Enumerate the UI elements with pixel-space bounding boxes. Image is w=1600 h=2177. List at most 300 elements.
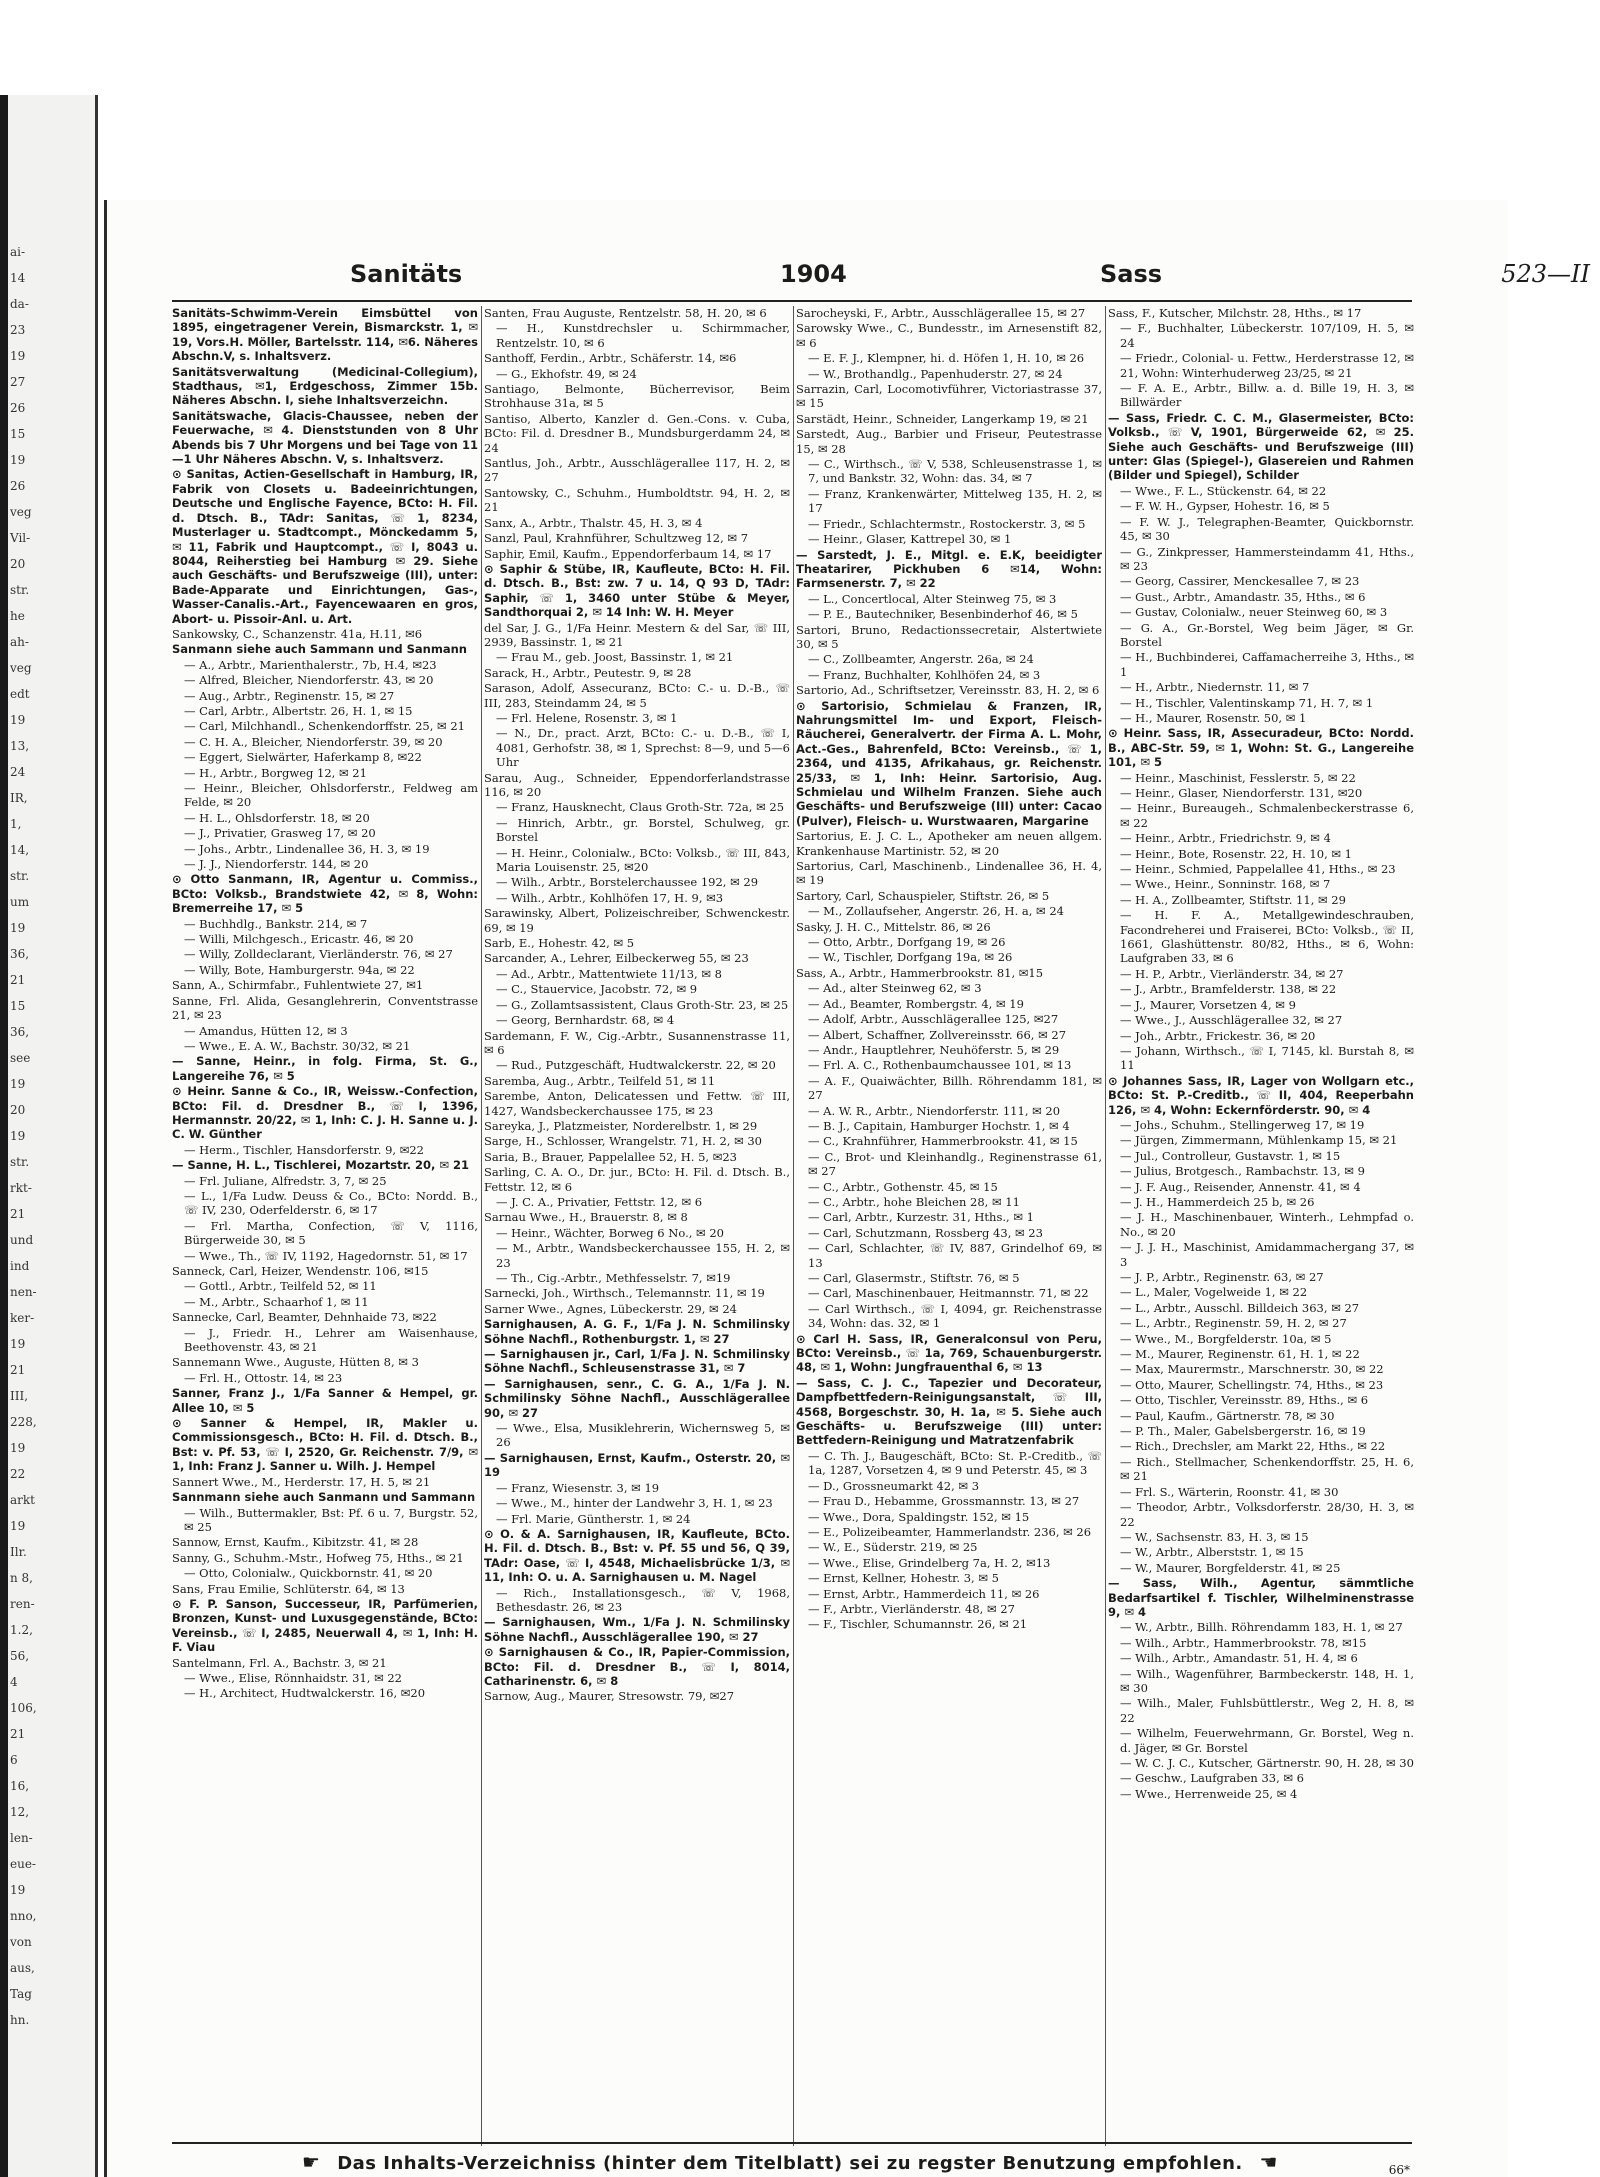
entry-text: — Wwe., Dora, Spaldingstr. 152, ✉ 15 (808, 1509, 1030, 1524)
directory-entry (1108, 1362, 1414, 1376)
directory-entry (1108, 711, 1414, 725)
directory-entry (172, 1475, 478, 1489)
entry-text: — Albert, Schaffner, Zollvereinsstr. 66, ✉ 27 (808, 1027, 1067, 1042)
directory-entry (796, 1241, 1102, 1270)
entry-text: — Ad., Arbtr., Mattentwiete 11/13, ✉ 8 (496, 966, 722, 981)
directory-entry (1108, 877, 1414, 891)
directory-entry (1108, 967, 1414, 981)
directory-entry (172, 1656, 478, 1670)
directory-entry (1108, 1667, 1414, 1696)
directory-entry (1108, 515, 1414, 544)
column-4 (1108, 306, 1414, 2146)
directory-entry (1108, 605, 1414, 619)
entry-text: — Georg, Cassirer, Menckesallee 7, ✉ 23 (1120, 574, 1360, 589)
directory-entry (484, 967, 790, 981)
entry-text: — Carl, Arbtr., Kurzestr. 31, Hths., ✉ 1 (808, 1210, 1034, 1225)
entry-text: — N., Dr., pract. Arzt, BCto: C.- u. D.-B., ☏ I, 4081, Gerhofstr. 38, ✉ 1, Sprechst: 8—9, und 5—6 Uhr (496, 726, 790, 770)
directory-entry (1108, 1756, 1414, 1770)
entry-text: — W., E., Süderstr. 219, ✉ 25 (808, 1540, 978, 1555)
entry-text: — J. P., Arbtr., Reginenstr. 63, ✉ 27 (1120, 1270, 1324, 1284)
prev-page-fragment: ind (10, 1259, 30, 1273)
directory-entry (484, 936, 790, 950)
directory-entry (796, 1043, 1102, 1057)
directory-entry (484, 321, 790, 350)
entry-text: Sanx, A., Arbtr., Thalstr. 45, H. 3, ✉ 4 (484, 515, 703, 530)
directory-entry (796, 1286, 1102, 1300)
entry-text: — Wilhelm, Feuerwehrmann, Gr. Borstel, Weg n. d. Jäger, ✉ Gr. Borstel (1120, 1726, 1414, 1755)
directory-entry (1108, 831, 1414, 845)
entry-text: — Frl. A. C., Rothenbaumchaussee 101, ✉ 13 (808, 1058, 1072, 1073)
entry-text: — Johs., Arbtr., Lindenallee 36, H. 3, ✉ 19 (184, 841, 430, 856)
directory-entry (796, 966, 1102, 980)
directory-entry (796, 1540, 1102, 1554)
directory-entry (172, 857, 478, 871)
entry-text: — Wilh., Arbtr., Borstelerchaussee 192, ✉ 29 (496, 875, 759, 890)
directory-entry (484, 891, 790, 905)
column-divider (1105, 306, 1106, 2146)
entry-text: — Frl. Juliane, Alfredstr. 3, 7, ✉ 25 (184, 1173, 387, 1188)
entry-text: — Wwe., F. L., Stückenstr. 64, ✉ 22 (1120, 483, 1327, 498)
entry-text: Saremba, Aug., Arbtr., Teilfeld 51, ✉ 11 (484, 1073, 716, 1088)
entry-text: Sankowsky, C., Schanzenstr. 41a, H.11, ✉6 (172, 626, 423, 641)
directory-entry-firm (484, 1451, 790, 1480)
entry-text: — A., Arbtr., Marienthalerstr., 7b, H.4, ✉23 (184, 657, 437, 672)
directory-entry (1108, 908, 1414, 966)
directory-entry (172, 673, 478, 687)
directory-entry-firm (172, 409, 478, 467)
prev-page-fragment: hn. (10, 2013, 30, 2027)
directory-entry (484, 726, 790, 769)
entry-text: Santiso, Alberto, Kanzler d. Gen.-Cons. v. Cuba, BCto: Fil. d. Dresdner B., Mundsburgerdamm 24, ✉ 24 (484, 411, 790, 455)
directory-entry (1108, 1195, 1414, 1209)
entry-text: — H. Heinr., Colonialw., BCto: Volksb., ☏ III, 843, Maria Louisenstr. 25, ✉20 (496, 845, 790, 875)
entry-text: — Aug., Arbtr., Reginenstr. 15, ✉ 27 (184, 688, 395, 703)
entry-text: ⊙ Otto Sanmann, IR, Agentur u. Commiss., BCto: Volksb., Brandstwiete 42, ✉ 8, Wohn: Bremerreihe 17, ✉ 5 (172, 872, 478, 916)
directory-entry (172, 1371, 478, 1385)
prev-page-fragment: 106, (10, 1701, 37, 1715)
directory-entry (796, 889, 1102, 903)
prev-page-fragment: 14 (10, 271, 26, 285)
prev-page-fragment: ker- (10, 1311, 35, 1325)
entry-text: — Heinr., Schmied, Pappelallee 41, Hths., ✉ 23 (1120, 862, 1396, 877)
directory-entry (1108, 545, 1414, 574)
entry-text: Sannow, Ernst, Kaufm., Kibitzstr. 41, ✉ 28 (172, 1535, 419, 1550)
entry-text: — Sarnighausen, Ernst, Kaufm., Osterstr. 20, ✉ 19 (484, 1450, 790, 1480)
entry-text: Sanitätsverwaltung (Medicinal-Collegium), Stadthaus, ✉1, Erdgeschoss, Zimmer 15b. Näheres Abschn. I, siehe Inhaltsverzeichn. (172, 364, 478, 408)
entry-text: — J. C. A., Privatier, Fettstr. 12, ✉ 6 (496, 1194, 703, 1209)
directory-entry-firm (172, 1386, 478, 1415)
directory-entry (796, 487, 1102, 516)
entry-text: — F. W. H., Gypser, Hohestr. 16, ✉ 5 (1120, 499, 1330, 514)
directory-entry (172, 811, 478, 825)
entry-text: — H. F. A., Metallgewindeschrauben, Facondreherei und Fraiserei, BCto: Volksb., ☏ II, 1661, Glashüttenstr. 80/82, Hths., ✉ 6, Wohn: Laufgraben 33, ✉ 6 (1120, 908, 1414, 966)
entry-text: — H., Tischler, Valentinskamp 71, H. 7, ✉ 1 (1120, 695, 1374, 710)
directory-entry (484, 516, 790, 530)
entry-text: — Buchhdlg., Bankstr. 214, ✉ 7 (184, 916, 368, 931)
prev-page-fragment: str. (10, 1155, 30, 1169)
previous-page-edge (8, 95, 98, 2177)
entry-text: — M., Arbtr., Wandsbeckerchaussee 155, H. 2, ✉ 23 (496, 1241, 790, 1270)
entry-text: Sannert Wwe., M., Herderstr. 17, H. 5, ✉ 21 (172, 1474, 431, 1489)
entry-text: — Hinrich, Arbtr., gr. Borstel, Schulweg, gr. Borstel (496, 815, 790, 845)
prev-page-fragment: 1.2, (10, 1623, 33, 1637)
entry-text: Sarembe, Anton, Delicatessen und Fettw. ☏ III, 1427, Wandsbeckerchaussee 175, ✉ 23 (484, 1089, 790, 1118)
entry-text: — Heinr., Bureaugeh., Schmalenbeckerstrasse 6, ✉ 22 (1120, 801, 1414, 830)
directory-entry (1108, 801, 1414, 830)
entry-text: Sanner, Franz J., 1/Fa Sanner & Hempel, gr. Allee 10, ✉ 5 (172, 1386, 478, 1415)
prev-page-fragment: 19 (10, 1519, 26, 1533)
prev-page-fragment: aus, (10, 1961, 35, 1975)
entry-text: Sarnighausen, A. G. F., 1/Fa J. N. Schmilinsky Söhne Nachfl., Rothenburgstr. 1, ✉ 27 (484, 1317, 790, 1346)
directory-entry (1108, 1485, 1414, 1499)
directory-entry (796, 997, 1102, 1011)
entry-text: — Otto, Tischler, Vereinsstr. 89, Hths., ✉ 6 (1120, 1393, 1369, 1408)
prev-page-fragment: veg (10, 505, 32, 519)
entry-text: — Friedr., Colonial- u. Fettw., Herderstrasse 12, ✉ 21, Wohn: Winterhuderweg 23/25, ✉ 21 (1120, 351, 1414, 380)
directory-entry (796, 1494, 1102, 1508)
directory-entry (1108, 381, 1414, 410)
entry-text: — H., Architect, Hudtwalckerstr. 16, ✉20 (184, 1686, 426, 1701)
prev-page-fragment: 19 (10, 1441, 26, 1455)
entry-text: Sarner Wwe., Agnes, Lübeckerstr. 29, ✉ 24 (484, 1301, 737, 1316)
prev-page-fragment: 56, (10, 1649, 30, 1663)
column-divider (481, 306, 482, 2146)
prev-page-fragment: ren- (10, 1597, 35, 1611)
directory-entry (172, 689, 478, 703)
entry-text: — Rich., Installationsgesch., ☏ V, 1968, Bethesdastr. 26, ✉ 23 (496, 1585, 790, 1614)
running-header (350, 260, 1590, 302)
entry-text: — Otto, Colonialw., Quickbornstr. 41, ✉ 20 (184, 1566, 433, 1581)
prev-page-fragment: str. (10, 869, 30, 883)
directory-entry (796, 351, 1102, 365)
directory-entry (172, 842, 478, 856)
directory-entry (796, 1271, 1102, 1285)
entry-text: — Frl. S., Wärterin, Roonstr. 41, ✉ 30 (1120, 1484, 1339, 1499)
prev-page-fragment: he (10, 609, 25, 623)
prev-page-fragment: 228, (10, 1415, 37, 1429)
entry-text: — Johann, Wirthsch., ☏ I, 7145, kl. Burstah 8, ✉ 11 (1120, 1043, 1414, 1073)
prev-page-fragment: len- (10, 1831, 33, 1845)
entry-text: — Th., Cig.-Arbtr., Methfesselstr. 7, ✉19 (496, 1271, 731, 1285)
directory-entry (484, 951, 790, 965)
directory-entry (796, 859, 1102, 888)
directory-entry (1108, 321, 1414, 350)
entry-text: — Rich., Drechsler, am Markt 22, Hths., ✉ 22 (1120, 1439, 1386, 1454)
directory-entry (484, 1481, 790, 1495)
entry-text: — Johs., Schuhm., Stellingerweg 17, ✉ 19 (1120, 1117, 1365, 1132)
entry-text: — H. L., Ohlsdorferstr. 18, ✉ 20 (184, 810, 370, 825)
directory-entry (796, 1210, 1102, 1224)
directory-entry-firm (172, 1416, 478, 1474)
entry-text: — Carl, Arbtr., Albertstr. 26, H. 1, ✉ 15 (184, 703, 413, 718)
directory-entry (172, 766, 478, 780)
entry-text: — H., Maurer, Rosenstr. 50, ✉ 1 (1120, 710, 1307, 725)
directory-entry (484, 1150, 790, 1164)
entry-text: Sartorio, Ad., Schriftsetzer, Vereinsstr. 83, H. 2, ✉ 6 (796, 683, 1100, 698)
directory-entry (172, 826, 478, 840)
entry-text: — Heinr., Wächter, Borweg 6 No., ✉ 20 (496, 1225, 724, 1240)
directory-entry (1108, 1347, 1414, 1361)
entry-text: — Amandus, Hütten 12, ✉ 3 (184, 1023, 348, 1038)
entry-text: — Jürgen, Zimmermann, Mühlenkamp 15, ✉ 21 (1120, 1133, 1398, 1148)
entry-text: — Gustav, Colonialw., neuer Steinweg 60, ✉ 3 (1120, 605, 1388, 620)
entry-text: — Adolf, Arbtr., Ausschlägerallee 125, ✉27 (808, 1012, 1059, 1027)
directory-entry (172, 1671, 478, 1685)
directory-entry (484, 1496, 790, 1510)
directory-entry (796, 367, 1102, 381)
entry-text: — Willy, Zolldeclarant, Vierländerstr. 76, ✉ 27 (184, 947, 453, 962)
entry-text: — Franz, Wiesenstr. 3, ✉ 19 (496, 1480, 660, 1495)
directory-entry (796, 1525, 1102, 1539)
entry-text: — Heinr., Glaser, Kattrepel 30, ✉ 1 (808, 532, 1012, 547)
entry-text: — H. P., Arbtr., Vierländerstr. 34, ✉ 27 (1120, 966, 1344, 981)
entry-text: — E., Polizeibeamter, Hammerlandstr. 236, ✉ 26 (808, 1524, 1092, 1539)
entry-text: ⊙ Heinr. Sass, IR, Assecuradeur, BCto: Nordd. B., ABC-Str. 59, ✉ 1, Wohn: St. G., Langereihe 101, ✉ 5 (1108, 726, 1414, 770)
entry-text: — J. F. Aug., Reisender, Annenstr. 41, ✉ 4 (1120, 1179, 1361, 1194)
directory-entry (172, 1506, 478, 1535)
directory-entry-firm (484, 1317, 790, 1346)
directory-entry (1108, 621, 1414, 650)
prev-page-fragment: see (10, 1051, 31, 1065)
entry-text: — Andr., Hauptlehrer, Neuhöferstr. 5, ✉ 29 (808, 1042, 1060, 1057)
entry-text: — C., Zollbeamter, Angerstr. 26a, ✉ 24 (808, 652, 1034, 667)
footer-text: Das Inhalts-Verzeichniss (hinter dem Titelblatt) sei zu regster Benutzung empfohlen. (337, 2153, 1243, 2174)
entry-text: — Wwe., E. A. W., Bachstr. 30/32, ✉ 21 (184, 1038, 411, 1053)
scan-edge (0, 95, 8, 2177)
entry-text: — Eggert, Sielwärter, Haferkamp 8, ✉22 (184, 750, 422, 765)
prev-page-fragment: veg (10, 661, 32, 675)
entry-text: Santiago, Belmonte, Bücherrevisor, Beim Strohhause 31a, ✉ 5 (484, 382, 790, 411)
entry-text: — Frau M., geb. Joost, Bassinstr. 1, ✉ 21 (496, 650, 734, 665)
directory-entry (1108, 680, 1414, 694)
entry-text: ⊙ Sartorisio, Schmielau & Franzen, IR, Nahrungsmittel Im- und Export, Fleisch-Räucherei, Generalvertr. der Firma A. L. Mohr, Act.-Ges., Bahrenfeld, BCto: Vereinsb., ☏ 1, 2364, und 4135, Afrikahaus, gr. Reichenstr. 25/33, ✉ 1, Inh: Heinr. Sartorisio, Aug. Schmielau und Wilhelm Franzen. Siehe auch Geschäfts- und Berufszweige (III) unter: Cacao (Pulver), Fleisch- u. Wurstwaaren, Margarine (796, 698, 1102, 828)
entry-text: — C., Wirthsch., ☏ V, 538, Schleusenstrasse 1, ✉ 7, und Bankstr. 32, Wohn: das. 34, ✉ 7 (808, 457, 1102, 486)
directory-entry (484, 367, 790, 381)
entry-text: — H., Arbtr., Niedernstr. 11, ✉ 7 (1120, 680, 1310, 695)
entry-text: — W., Brothandlg., Papenhuderstr. 27, ✉ 24 (808, 366, 1063, 381)
entry-text: — Sarnighausen jr., Carl, 1/Fa J. N. Schmilinsky Söhne Nachfl., Schleusenstrasse 31, ✉ 7 (484, 1347, 790, 1376)
directory-entry (172, 1295, 478, 1309)
entry-text: Sasky, J. H. C., Mittelstr. 86, ✉ 26 (796, 919, 991, 934)
entry-text: — M., Maurer, Reginenstr. 61, H. 1, ✉ 22 (1120, 1347, 1360, 1362)
directory-entry (172, 1566, 478, 1580)
directory-entry (1108, 1545, 1414, 1559)
entry-text: — Wwe., Elise, Grindelberg 7a, H. 2, ✉13 (808, 1555, 1051, 1570)
entry-text: Sanzl, Paul, Krahnführer, Schultzweg 12, ✉ 7 (484, 531, 749, 546)
entry-text: Sarnau Wwe., H., Brauerstr. 8, ✉ 8 (484, 1210, 688, 1225)
prev-page-fragment: Tag (10, 1987, 32, 2001)
entry-text: Sarge, H., Schlosser, Wrangelstr. 71, H. 2, ✉ 30 (484, 1134, 762, 1149)
directory-entry (484, 382, 790, 411)
entry-text: — H. A., Zollbeamter, Stiftstr. 11, ✉ 29 (1120, 892, 1346, 907)
directory-entry-firm (484, 1645, 790, 1688)
directory-entry-firm (484, 1615, 790, 1644)
directory-entry (484, 650, 790, 664)
directory-entry (796, 457, 1102, 486)
directory-entry (484, 621, 790, 650)
directory-entry (796, 683, 1102, 697)
directory-entry (796, 412, 1102, 426)
entry-text: — Sarstedt, J. E., Mitgl. e. E.K, beeidigter Theatarirer, Pickhuben 6 ✉14, Wohn: Farmsenerstr. 7, ✉ 22 (796, 547, 1102, 591)
entry-text: Sarcander, A., Lehrer, Eilbeckerweg 55, ✉ 23 (484, 951, 749, 966)
entry-text: — J. H., Hammerdeich 25 b, ✉ 26 (1120, 1194, 1315, 1209)
directory-entry-firm (1108, 1074, 1414, 1117)
entry-text: — C., Stauervice, Jacobstr. 72, ✉ 9 (496, 982, 698, 997)
entry-text: — W., Sachsenstr. 83, H. 3, ✉ 15 (1120, 1529, 1309, 1544)
entry-text: — J., Arbtr., Bramfelderstr. 138, ✉ 22 (1120, 982, 1337, 997)
entry-text: — L., Arbtr., Reginenstr. 59, H. 2, ✉ 27 (1120, 1316, 1347, 1331)
directory-entry (172, 1219, 478, 1248)
prev-page-fragment: 15 (10, 427, 26, 441)
directory-entry (796, 652, 1102, 666)
directory-entry (796, 1028, 1102, 1042)
entry-text: — Theodor, Arbtr., Volksdorferstr. 28/30, H. 3, ✉ 22 (1120, 1500, 1414, 1529)
entry-text: — Frau D., Hebamme, Grossmannstr. 13, ✉ 27 (808, 1494, 1080, 1509)
entry-text: — Carl, Glasermstr., Stiftstr. 76, ✉ 5 (808, 1271, 1020, 1285)
directory-entry (484, 1586, 790, 1615)
directory-entry (484, 666, 790, 680)
entry-text: — W., Tischler, Dorfgang 19a, ✉ 26 (808, 950, 1013, 965)
entry-text: — P. Th., Maler, Gabelsbergerstr. 16, ✉ 19 (1120, 1424, 1366, 1439)
prev-page-fragment: ah- (10, 635, 29, 649)
directory-entry (484, 1302, 790, 1316)
directory-entry-firm (484, 1347, 790, 1376)
directory-entry (172, 704, 478, 718)
directory-entry (796, 321, 1102, 350)
entry-text: — Willy, Bote, Hamburgerstr. 94a, ✉ 22 (184, 962, 415, 977)
directory-entry (484, 982, 790, 996)
directory-entry (484, 1165, 790, 1194)
entry-text: Sanitätswache, Glacis-Chaussee, neben der Feuerwache, ✉ 4. Dienststunden von 8 Uhr Abends bis 7 Uhr Morgens und bei Tage von 11—1 Uhr Näheres Abschn. V, s. Inhaltsverz. (172, 408, 478, 467)
directory-entry (484, 547, 790, 561)
directory-entry (796, 517, 1102, 531)
entry-text: — J. H., Maschinenbauer, Winterh., Lehmpfad o. No., ✉ 20 (1120, 1210, 1414, 1239)
directory-entry (796, 1150, 1102, 1179)
entry-text: Sanne, Frl. Alida, Gesanglehrerin, Conventstrasse 21, ✉ 23 (172, 993, 478, 1023)
entry-text: — Otto, Arbtr., Dorfgang 19, ✉ 26 (808, 935, 1006, 950)
directory-entry (484, 1119, 790, 1133)
directory-entry (484, 1210, 790, 1224)
directory-entry (796, 920, 1102, 934)
prev-page-fragment: III, (10, 1389, 29, 1403)
directory-entry-firm (796, 1332, 1102, 1375)
directory-entry (172, 1024, 478, 1038)
prev-page-fragment: 20 (10, 1103, 26, 1117)
directory-entry (172, 1249, 478, 1263)
entry-text: Sann, A., Schirmfabr., Fuhlentwiete 27, ✉1 (172, 978, 424, 993)
prev-page-fragment: 26 (10, 479, 26, 493)
prev-page-fragment: 21 (10, 1727, 26, 1741)
entry-text: ⊙ F. P. Sanson, Successeur, IR, Parfümerien, Bronzen, Kunst- und Luxusgegenstände, BCto: Vereinsb., ☏ I, 2485, Neuerwall 4, ✉ 1, Inh: H. F. Viau (172, 1596, 478, 1655)
entry-text: — Heinr., Glaser, Niendorferstr. 131, ✉20 (1120, 786, 1363, 800)
directory-entry-firm (172, 1158, 478, 1172)
entry-text: — C. H. A., Bleicher, Niendorferstr. 39, ✉ 20 (184, 734, 443, 749)
directory-entry (1108, 351, 1414, 380)
prev-page-fragment: edt (10, 687, 30, 701)
directory-entry (796, 668, 1102, 682)
directory-entry-firm (796, 1376, 1102, 1448)
entry-text: — A. F., Quaiwächter, Billh. Röhrendamm 181, ✉ 27 (808, 1073, 1102, 1103)
directory-entry (1108, 1332, 1414, 1346)
directory-entry (1108, 1118, 1414, 1132)
directory-entry (172, 1039, 478, 1053)
prev-page-fragment: 6 (10, 1753, 18, 1767)
entry-text: — Wilh., Wagenführer, Barmbeckerstr. 148, H. 1, ✉ 30 (1120, 1666, 1414, 1695)
directory-entry (1108, 1301, 1414, 1315)
directory-entry (1108, 1133, 1414, 1147)
directory-entry (1108, 1164, 1414, 1178)
entry-text: — H., Arbtr., Borgweg 12, ✉ 21 (184, 765, 367, 780)
directory-entry (484, 998, 790, 1012)
entry-text: — Carl, Schutzmann, Rossberg 43, ✉ 23 (808, 1225, 1043, 1240)
directory-entry (172, 947, 478, 961)
directory-entry (484, 531, 790, 545)
directory-entry (1108, 1029, 1414, 1043)
prev-page-fragment: ai- (10, 245, 26, 259)
entry-text: — Ernst, Kellner, Hohestr. 3, ✉ 5 (808, 1571, 999, 1586)
entry-text: — Heinr., Maschinist, Fesslerstr. 5, ✉ 22 (1120, 770, 1356, 785)
directory-entry (796, 1479, 1102, 1493)
entry-text: ⊙ Carl H. Sass, IR, Generalconsul von Peru, BCto: Vereinsb., ☏ 1a, 769, Schauenburgerstr. 48, ✉ 1, Wohn: Jungfrauenthal 6, ✉ 13 (796, 1331, 1102, 1375)
entry-text: — Georg, Bernhardstr. 68, ✉ 4 (496, 1013, 675, 1028)
entry-text: — Carl Wirthsch., ☏ I, 4094, gr. Reichenstrasse 34, Wohn: das. 32, ✉ 1 (808, 1301, 1102, 1331)
entry-text: — Ernst, Arbtr., Hammerdeich 11, ✉ 26 (808, 1586, 1040, 1601)
entry-text: — Franz, Krankenwärter, Mittelweg 135, H. 2, ✉ 17 (808, 486, 1102, 516)
directory-entry (796, 1104, 1102, 1118)
directory-entry (796, 1556, 1102, 1570)
entry-text: — Ad., alter Steinweg 62, ✉ 3 (808, 981, 982, 996)
directory-entry (172, 735, 478, 749)
entry-text: — Frl. H., Ottostr. 14, ✉ 23 (184, 1370, 343, 1385)
entry-text: — Wilh., Buttermakler, Bst: Pf. 6 u. 7, Burgstr. 52, ✉ 25 (184, 1505, 478, 1534)
entry-text: — L., Maler, Vogelweide 1, ✉ 22 (1120, 1285, 1308, 1300)
directory-entry (796, 623, 1102, 652)
directory-entry (1108, 847, 1414, 861)
entry-text: Sarawinsky, Albert, Polizeischreiber, Schwenckestr. 69, ✉ 19 (484, 906, 790, 935)
entry-text: — Franz, Hausknecht, Claus Groth-Str. 72a, ✉ 25 (496, 800, 785, 815)
directory-entry (796, 1510, 1102, 1524)
column-1 (172, 306, 478, 2146)
entry-text: — G., Ekhofstr. 49, ✉ 24 (496, 366, 637, 381)
entry-text: — B. J., Capitain, Hamburger Hochstr. 1, ✉ 4 (808, 1118, 1070, 1133)
prev-page-fragment: Ilr. (10, 1545, 27, 1559)
directory-entry-firm (172, 642, 478, 656)
directory-entry (484, 1226, 790, 1240)
directory-entry (796, 829, 1102, 858)
entry-text: — C., Brot- und Kleinhandlg., Reginenstrasse 61, ✉ 27 (808, 1149, 1102, 1179)
entry-text: — Wilh., Arbtr., Kohlhöfen 17, H. 9, ✉3 (496, 890, 724, 905)
directory-entry (796, 981, 1102, 995)
directory-entry (484, 906, 790, 935)
entry-text: Sarb, E., Hohestr. 42, ✉ 5 (484, 936, 635, 951)
entry-text: — A. W. R., Arbtr., Niendorferstr. 111, ✉ 20 (808, 1103, 1061, 1118)
prev-page-fragment: 22 (10, 1467, 26, 1481)
entry-text: Sans, Frau Emilie, Schlüterstr. 64, ✉ 13 (172, 1581, 405, 1596)
directory-entry (484, 1089, 790, 1118)
entry-text: — Wwe., M., Borgfelderstr. 10a, ✉ 5 (1120, 1331, 1332, 1346)
directory-entry (1108, 1180, 1414, 1194)
entry-text: — Sarnighausen, Wm., 1/Fa J. N. Schmilinsky Söhne Nachfl., Ausschlägerallee 190, ✉ 27 (484, 1615, 790, 1644)
entry-text: — Heinr., Bote, Rosenstr. 22, H. 10, ✉ 1 (1120, 846, 1352, 861)
entry-text: — F., Tischler, Schumannstr. 26, ✉ 21 (808, 1617, 1028, 1632)
prev-page-fragment: da- (10, 297, 29, 311)
prev-page-fragment: und (10, 1233, 34, 1247)
directory-entry (484, 486, 790, 515)
entry-text: — Wwe., M., hinter der Landwehr 3, H. 1, ✉ 23 (496, 1496, 773, 1511)
prev-page-fragment: 21 (10, 1207, 26, 1221)
directory-entry (796, 1571, 1102, 1585)
prev-page-fragment: 19 (10, 921, 26, 935)
